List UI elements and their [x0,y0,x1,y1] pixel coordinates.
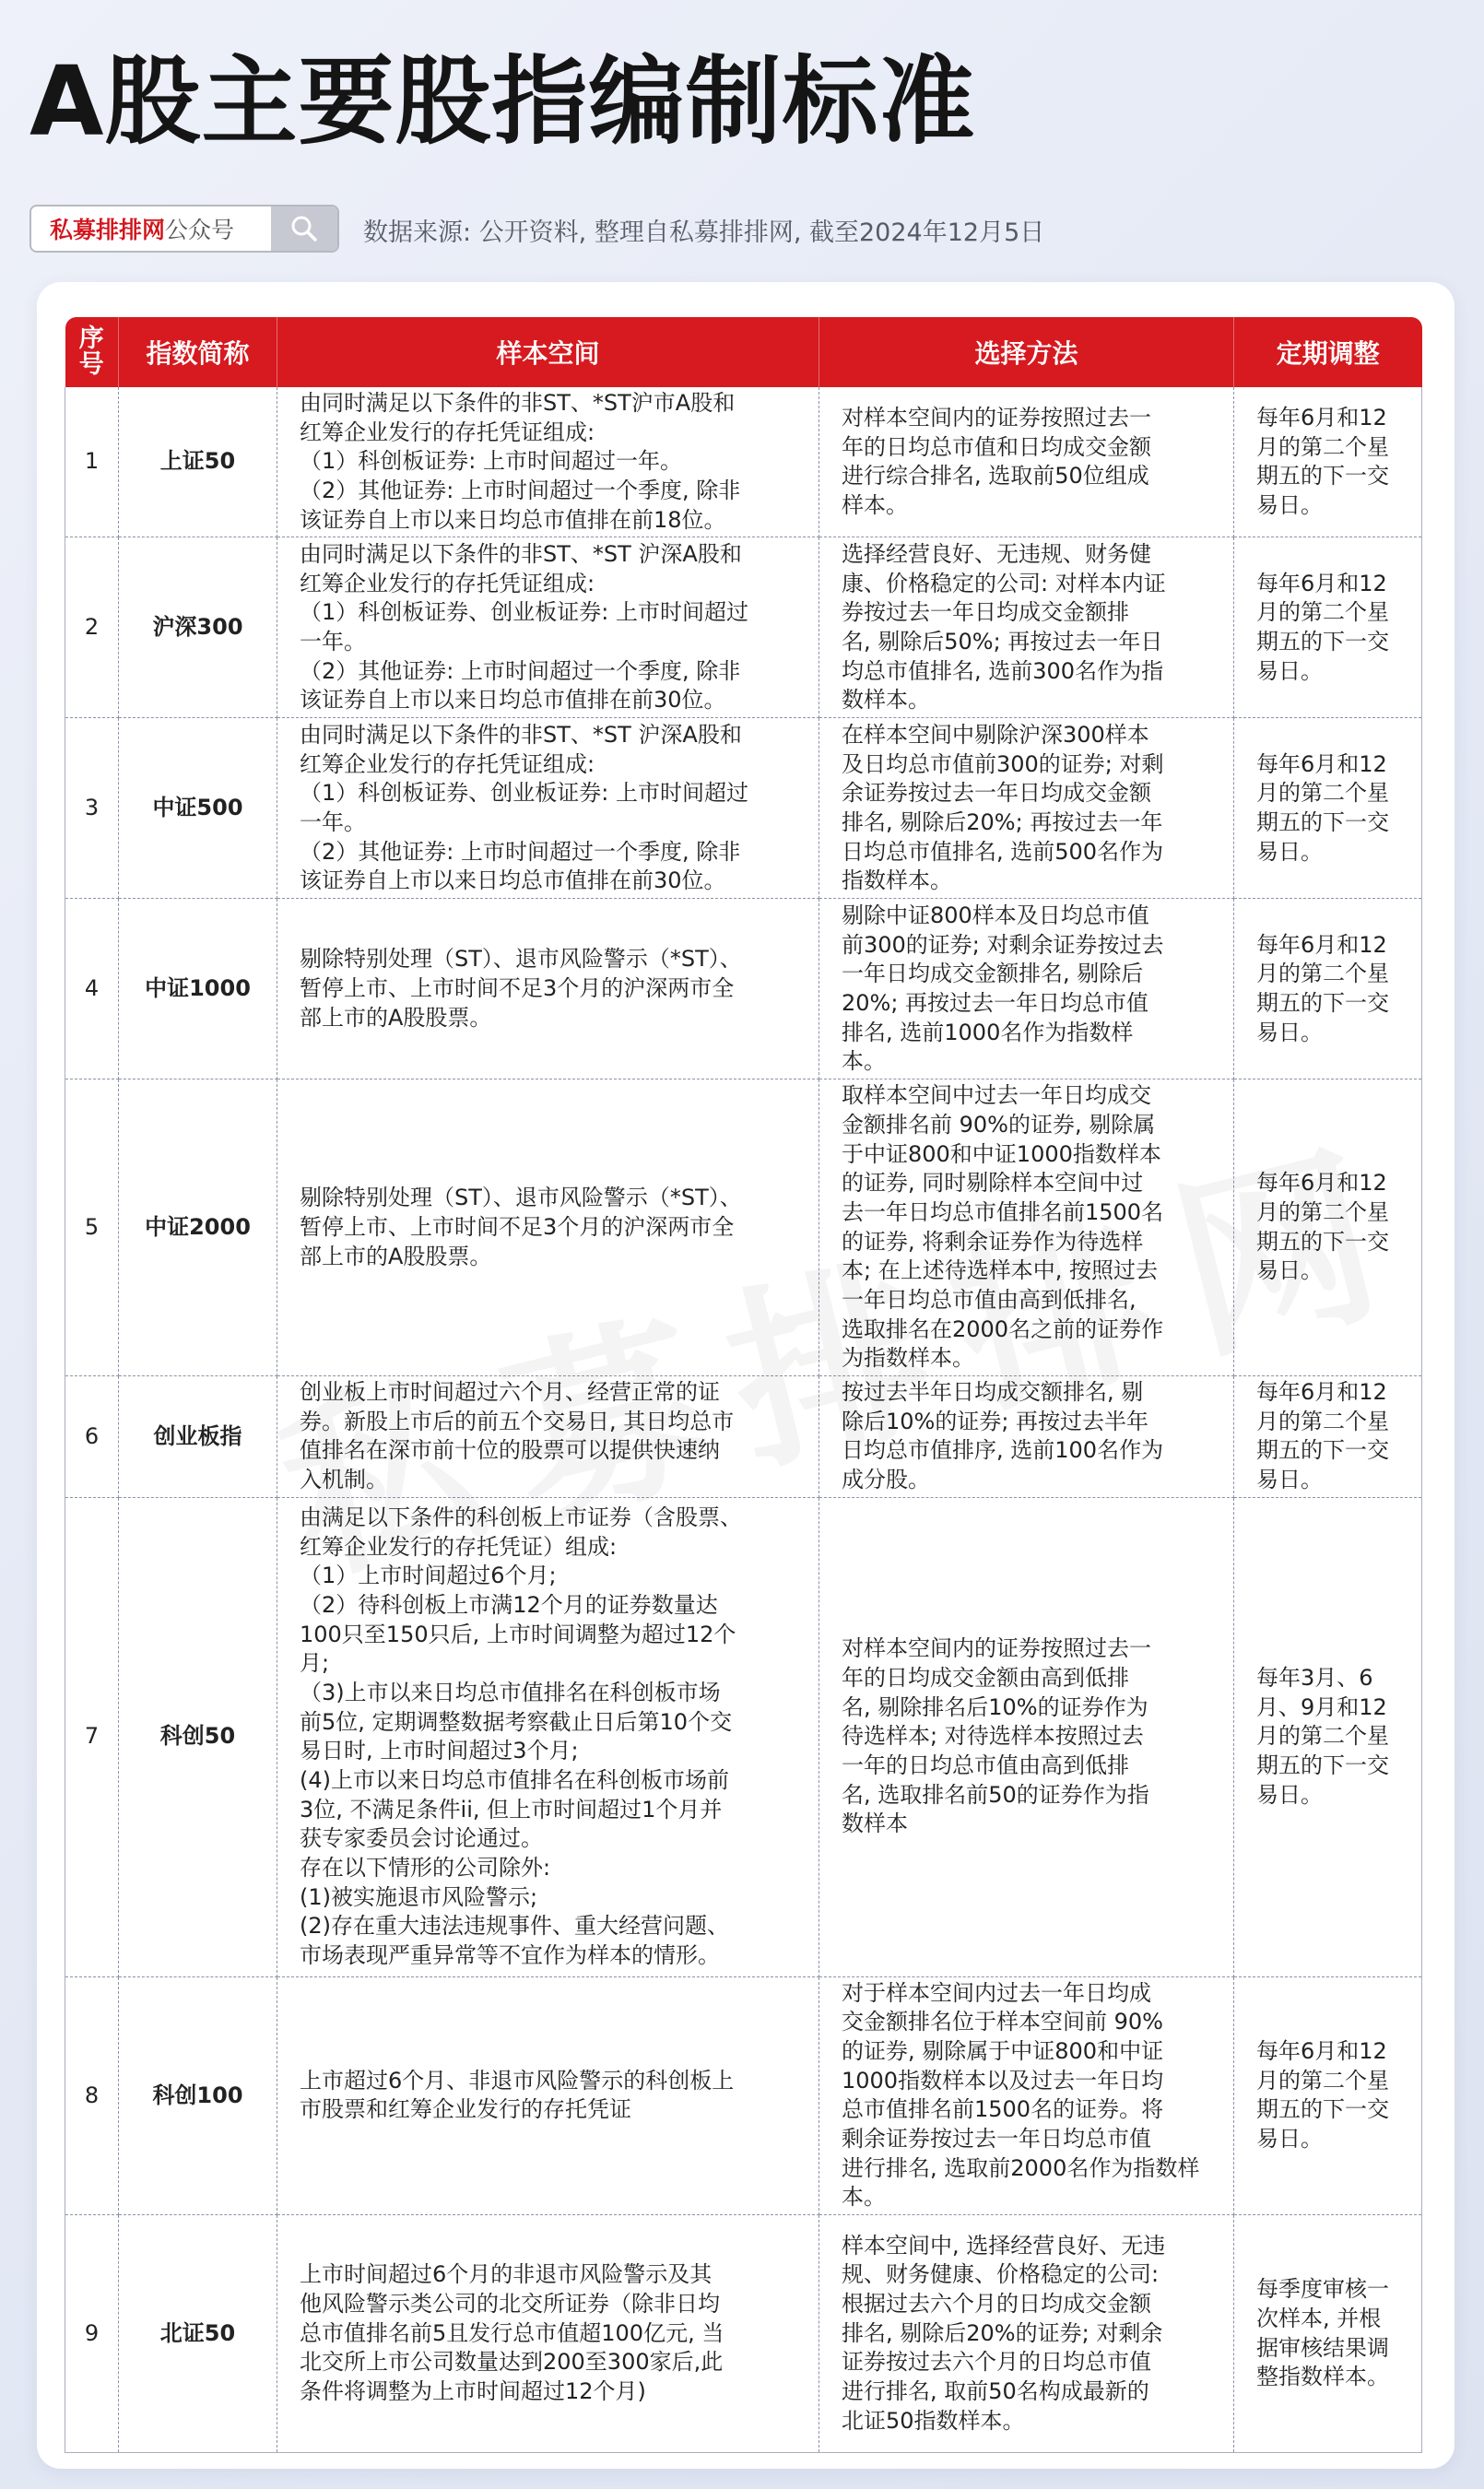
cell-line: 剩余证券按过去一年日均总市值 [842,2126,1151,2153]
cell-line: 易日。 [1256,838,1323,865]
row-periodic-adjustment [1234,718,1422,899]
cell-line: 剔除特别处理（ST）、退市风险警示（*ST）、 [300,946,742,973]
brand-name: 私募排排网 [50,217,166,243]
cell-line: 红筹企业发行的存托凭证）组成: [300,1533,618,1560]
row-sample-space [277,1976,819,2214]
cell-line: 月、9月和12 [1256,1693,1387,1720]
cell-line: 进行综合排名, 选取前50位组成 [842,463,1149,490]
row-seq: 8 [65,1976,119,2214]
cell-line: 由同时满足以下条件的非ST、*ST 沪深A股和 [300,540,742,567]
cell-line: 月的第二个星 [1256,2067,1389,2094]
cell-line: 次样本, 并根 [1256,2305,1382,2331]
row-seq: 1 [65,387,119,537]
cell-line: 易日。 [1256,1019,1323,1045]
table-row [65,899,1422,1079]
cell-line: 一年。 [300,808,366,835]
table-row [65,718,1422,899]
header-index-name: 指数简称 [119,317,277,387]
cell-line: 为指数样本。 [842,1345,974,1372]
cell-line: 创业板上市时间超过六个月、经营正常的证 [300,1379,720,1406]
cell-line: 数样本。 [842,687,930,714]
header-seq-char: 号 [78,350,104,379]
row-index-name: 中证500 [119,718,277,899]
table-row [65,1976,1422,2214]
cell-line: （3)上市以来日均总市值排名在科创板市场 [300,1679,721,1705]
cell-line: 前300的证券; 对剩余证券按过去 [842,931,1164,958]
cell-line: （2）其他证券: 上市时间超过一个季度, 除非 [300,478,741,504]
row-index-name: 科创50 [119,1497,277,1976]
cell-line: 及日均总市值前300的证券; 对剩 [842,750,1164,777]
cell-line: （2）待科创板上市满12个月的证券数量达 [300,1591,718,1618]
row-seq: 6 [65,1376,119,1498]
cell-line: 样本。 [842,491,908,518]
row-sample-space [277,1376,819,1498]
cell-line: 每年6月和12 [1256,1379,1387,1406]
cell-line: 对于样本空间内过去一年日均成 [842,1979,1151,2006]
cell-line: 暂停上市、上市时间不足3个月的沪深两市全 [300,975,735,1002]
table-row [65,537,1422,718]
cell-line: 该证券自上市以来日均总市值排在前30位。 [300,867,726,894]
cell-line: 在样本空间中剔除沪深300样本 [842,721,1149,748]
cell-line: 北证50指数样本。 [842,2407,1025,2434]
cell-line: 部上市的A股股票。 [300,1004,492,1031]
cell-line: 于中证800和中证1000指数样本 [842,1140,1161,1167]
row-index-name: 沪深300 [119,537,277,718]
cell-line: 券按过去一年日均成交金额排 [842,599,1129,626]
header-seq-char: 序 [78,324,104,353]
row-periodic-adjustment [1234,1079,1422,1376]
row-selection-method [819,387,1234,537]
cell-line: 康、价格稳定的公司: 对样本内证 [842,570,1166,596]
table-row [65,1497,1422,1976]
cell-line: 易日。 [1256,1467,1323,1493]
header-periodic-adjustment: 定期调整 [1234,317,1422,387]
row-selection-method [819,718,1234,899]
cell-line: 易日时, 上市时间超过3个月; [300,1738,579,1764]
cell-line: 月的第二个星 [1256,1199,1389,1226]
row-sample-space [277,718,819,899]
cell-line: 暂停上市、上市时间不足3个月的沪深两市全 [300,1213,735,1240]
row-periodic-adjustment [1234,1376,1422,1498]
row-index-name: 中证1000 [119,899,277,1079]
cell-line: 名, 剔除排名后10%的证券作为 [842,1693,1148,1720]
cell-line: 易日。 [1256,2126,1323,2153]
header-sample-space: 样本空间 [277,317,819,387]
cell-line: 每年6月和12 [1256,2038,1387,2065]
cell-line: 市场表现严重异常等不宜作为样本的情形。 [300,1941,720,1968]
page-title: A股主要股指编制标准 [29,45,976,158]
cell-line: 总市值排名前5且发行总市值超100亿元, 当 [300,2319,724,2346]
cell-line: 名, 剔除后50%; 再按过去一年日 [842,628,1163,655]
row-seq: 2 [65,537,119,718]
cell-line: 按过去半年日均成交额排名, 剔 [842,1379,1144,1406]
cell-line: 他风险警示类公司的北交所证券（除非日均 [300,2291,720,2318]
cell-line: 日均总市值排名, 选前500名作为 [842,838,1164,865]
cell-line: 年的日均总市值和日均成交金额 [842,433,1151,460]
cell-line: 对样本空间内的证券按照过去一 [842,404,1151,431]
cell-line: 进行排名, 取前50名构成最新的 [842,2378,1149,2405]
cell-line: 一年日均成交金额排名, 剔除后 [842,961,1144,987]
row-selection-method [819,537,1234,718]
cell-line: 选取排名在2000名之前的证券作 [842,1315,1164,1342]
cell-line: 期五的下一交 [1256,1752,1389,1779]
cell-line: 样本空间中, 选择经营良好、无违 [842,2232,1166,2259]
cell-line: 交金额排名位于样本空间前 90% [842,2009,1163,2035]
row-index-name: 科创100 [119,1976,277,2214]
cell-line: 红筹企业发行的存托凭证组成: [300,750,595,777]
cell-line: 入机制。 [300,1467,388,1493]
cell-line: 月的第二个星 [1256,599,1389,626]
cell-line: 一年的日均总市值由高到低排 [842,1752,1129,1779]
cell-line: （1）科创板证券、创业板证券: 上市时间超过 [300,780,748,807]
row-seq: 3 [65,718,119,899]
row-periodic-adjustment [1234,537,1422,718]
cell-line: 本; 在上述待选样本中, 按照过去 [842,1257,1158,1284]
row-index-name: 创业板指 [119,1376,277,1498]
cell-line: 排名, 剔除后20%的证券; 对剩余 [842,2319,1163,2346]
cell-line: 余证券按过去一年日均成交金额 [842,780,1151,807]
cell-line: 该证券自上市以来日均总市值排在前30位。 [300,687,726,714]
cell-line: 整指数样本。 [1256,2364,1389,2390]
cell-line: 每季度审核一 [1256,2276,1389,2303]
cell-line: 期五的下一交 [1256,808,1389,835]
cell-line: 规、财务健康、价格稳定的公司: [842,2261,1160,2288]
cell-line: 证券按过去六个月的日均总市值 [842,2349,1151,2376]
cell-line: （2）其他证券: 上市时间超过一个季度, 除非 [300,657,741,684]
table-body [65,387,1422,2453]
cell-line: 每年6月和12 [1256,404,1387,431]
cell-line: 条件将调整为上市时间超过12个月) [300,2378,646,2405]
cell-line: 存在以下情形的公司除外: [300,1854,551,1881]
cell-line: 上市超过6个月、非退市风险警示的科创板上 [300,2067,735,2094]
cell-line: 月的第二个星 [1256,1408,1389,1434]
cell-line: 100只至150只后, 上市时间调整为超过12个 [300,1621,736,1647]
cell-line: 由同时满足以下条件的非ST、*ST 沪深A股和 [300,721,742,748]
cell-line: 取样本空间中过去一年日均成交 [842,1082,1151,1109]
cell-line: 期五的下一交 [1256,1437,1389,1464]
row-index-name: 上证50 [119,387,277,537]
cell-line: 上市时间超过6个月的非退市风险警示及其 [300,2261,713,2288]
row-sample-space [277,2215,819,2453]
row-sample-space [277,1497,819,1976]
cell-line: 本。 [842,2184,886,2211]
cell-line: 红筹企业发行的存托凭证组成: [300,570,595,596]
header-selection-method: 选择方法 [819,317,1234,387]
cell-line: 去一年日均总市值排名前1500名 [842,1199,1164,1226]
cell-line: 月; [300,1650,330,1677]
row-selection-method [819,899,1234,1079]
cell-line: 部上市的A股股票。 [300,1243,492,1269]
cell-line: 的证券, 同时剔除样本空间中过 [842,1170,1144,1197]
cell-line: 月的第二个星 [1256,961,1389,987]
search-button[interactable] [271,206,337,251]
cell-line: 选择经营良好、无违规、财务健 [842,540,1151,567]
row-seq: 4 [65,899,119,1079]
cell-line: 市股票和红筹企业发行的存托凭证 [300,2096,631,2123]
cell-line: 进行排名, 选取前2000名作为指数样 [842,2154,1200,2181]
cell-line: 由同时满足以下条件的非ST、*ST沪市A股和 [300,390,736,416]
row-selection-method [819,1976,1234,2214]
cell-line: 红筹企业发行的存托凭证组成: [300,419,595,445]
cell-line: 的证券, 剔除属于中证800和中证 [842,2038,1164,2065]
row-sample-space [277,537,819,718]
cell-line: 易日。 [1256,657,1323,684]
row-selection-method [819,1376,1234,1498]
cell-line: 一年日均总市值由高到低排名, [842,1287,1137,1314]
cell-line: 每年6月和12 [1256,931,1387,958]
cell-line: 该证券自上市以来日均总市值排在前18位。 [300,506,726,533]
cell-line: 日均总市值排序, 选前100名作为 [842,1437,1164,1464]
cell-line: 年的日均成交金额由高到低排 [842,1665,1129,1692]
cell-line: 剔除中证800样本及日均总市值 [842,902,1149,928]
cell-line: 成分股。 [842,1467,930,1493]
brand-suffix: 公众号 [165,217,235,243]
cell-line: 3位, 不满足条件ii, 但上市时间超过1个月并 [300,1796,723,1823]
cell-line: 本。 [842,1048,886,1075]
row-selection-method [819,1079,1234,1376]
cell-line: （2）其他证券: 上市时间超过一个季度, 除非 [300,838,741,865]
cell-line: 易日。 [1256,1781,1323,1808]
cell-line: 的证券, 将剩余证券作为待选样 [842,1228,1144,1255]
cell-line: 期五的下一交 [1256,463,1389,490]
table-row [65,2215,1422,2453]
row-index-name: 北证50 [119,2215,277,2453]
cell-line: 均总市值排名, 选前300名作为指 [842,657,1164,684]
cell-line: 待选样本; 对待选样本按照过去 [842,1723,1144,1750]
cell-line: (1)被实施退市风险警示; [300,1883,538,1910]
cell-line: 据审核结果调 [1256,2334,1389,2361]
cell-line: 北交所上市公司数量达到200至300家后,此 [300,2349,724,2376]
cell-line: 获专家委员会讨论通过。 [300,1825,543,1852]
row-selection-method [819,1497,1234,1976]
cell-line: 月的第二个星 [1256,1723,1389,1750]
cell-line: 20%; 再按过去一年日均总市值 [842,989,1149,1016]
cell-line: 值排名在深市前十位的股票可以提供快速纳 [300,1437,720,1464]
cell-line: (4)上市以来日均总市值排名在科创板市场前 [300,1766,729,1793]
row-seq: 5 [65,1079,119,1376]
row-seq: 7 [65,1497,119,1976]
search-box[interactable] [29,205,339,253]
index-standards-table [65,317,1422,2453]
header-seq [65,317,119,387]
cell-line: 指数样本。 [842,867,952,894]
cell-line: 每年3月、6 [1256,1665,1373,1692]
search-label [31,212,271,245]
row-seq: 9 [65,2215,119,2453]
cell-line: （1）上市时间超过6个月; [300,1563,557,1589]
row-periodic-adjustment [1234,387,1422,537]
cell-line: 月的第二个星 [1256,433,1389,460]
cell-line: 根据过去六个月的日均成交金额 [842,2291,1151,2318]
table-header-row [65,317,1422,387]
cell-line: 每年6月和12 [1256,570,1387,596]
row-periodic-adjustment [1234,899,1422,1079]
cell-line: 期五的下一交 [1256,989,1389,1016]
row-sample-space [277,899,819,1079]
cell-line: 券。新股上市后的前五个交易日, 其日均总市 [300,1408,735,1434]
data-source-note: 数据来源: 公开资料, 整理自私募排排网, 截至2024年12月5日 [363,218,1045,247]
table-row [65,387,1422,537]
row-periodic-adjustment [1234,2215,1422,2453]
header-seq-label [65,326,119,379]
cell-line: (2)存在重大违法违规事件、重大经营问题、 [300,1913,729,1940]
cell-line: （1）科创板证券: 上市时间超过一年。 [300,448,682,475]
search-icon [289,214,319,243]
cell-line: 期五的下一交 [1256,2096,1389,2123]
cell-line: 每年6月和12 [1256,1170,1387,1197]
cell-line: 排名, 剔除后20%; 再按过去一年 [842,808,1163,835]
cell-line: 前5位, 定期调整数据考察截止日后第10个交 [300,1708,733,1735]
cell-line: 期五的下一交 [1256,1228,1389,1255]
cell-line: 总市值排名前1500名的证券。将 [842,2096,1164,2123]
cell-line: 剔除特别处理（ST）、退市风险警示（*ST）、 [300,1185,742,1211]
row-index-name: 中证2000 [119,1079,277,1376]
table-row [65,1079,1422,1376]
row-selection-method [819,2215,1234,2453]
cell-line: 易日。 [1256,491,1323,518]
cell-line: 月的第二个星 [1256,780,1389,807]
cell-line: 名, 选取排名前50的证券作为指 [842,1781,1149,1808]
row-sample-space [277,1079,819,1376]
row-periodic-adjustment [1234,1976,1422,2214]
cell-line: 每年6月和12 [1256,750,1387,777]
cell-line: 除后10%的证券; 再按过去半年 [842,1408,1149,1434]
cell-line: 对样本空间内的证券按照过去一 [842,1635,1151,1662]
cell-line: 金额排名前 90%的证券, 剔除属 [842,1112,1156,1138]
row-sample-space [277,387,819,537]
cell-line: 易日。 [1256,1257,1323,1284]
cell-line: 1000指数样本以及过去一年日均 [842,2067,1164,2094]
cell-line: （1）科创板证券、创业板证券: 上市时间超过 [300,599,748,626]
cell-line: 由满足以下条件的科创板上市证券（含股票、 [300,1504,742,1530]
cell-line: 排名, 选前1000名作为指数样 [842,1019,1134,1045]
table-row [65,1376,1422,1498]
cell-line: 一年。 [300,628,366,655]
row-periodic-adjustment [1234,1497,1422,1976]
cell-line: 数样本 [842,1811,908,1837]
cell-line: 期五的下一交 [1256,628,1389,655]
